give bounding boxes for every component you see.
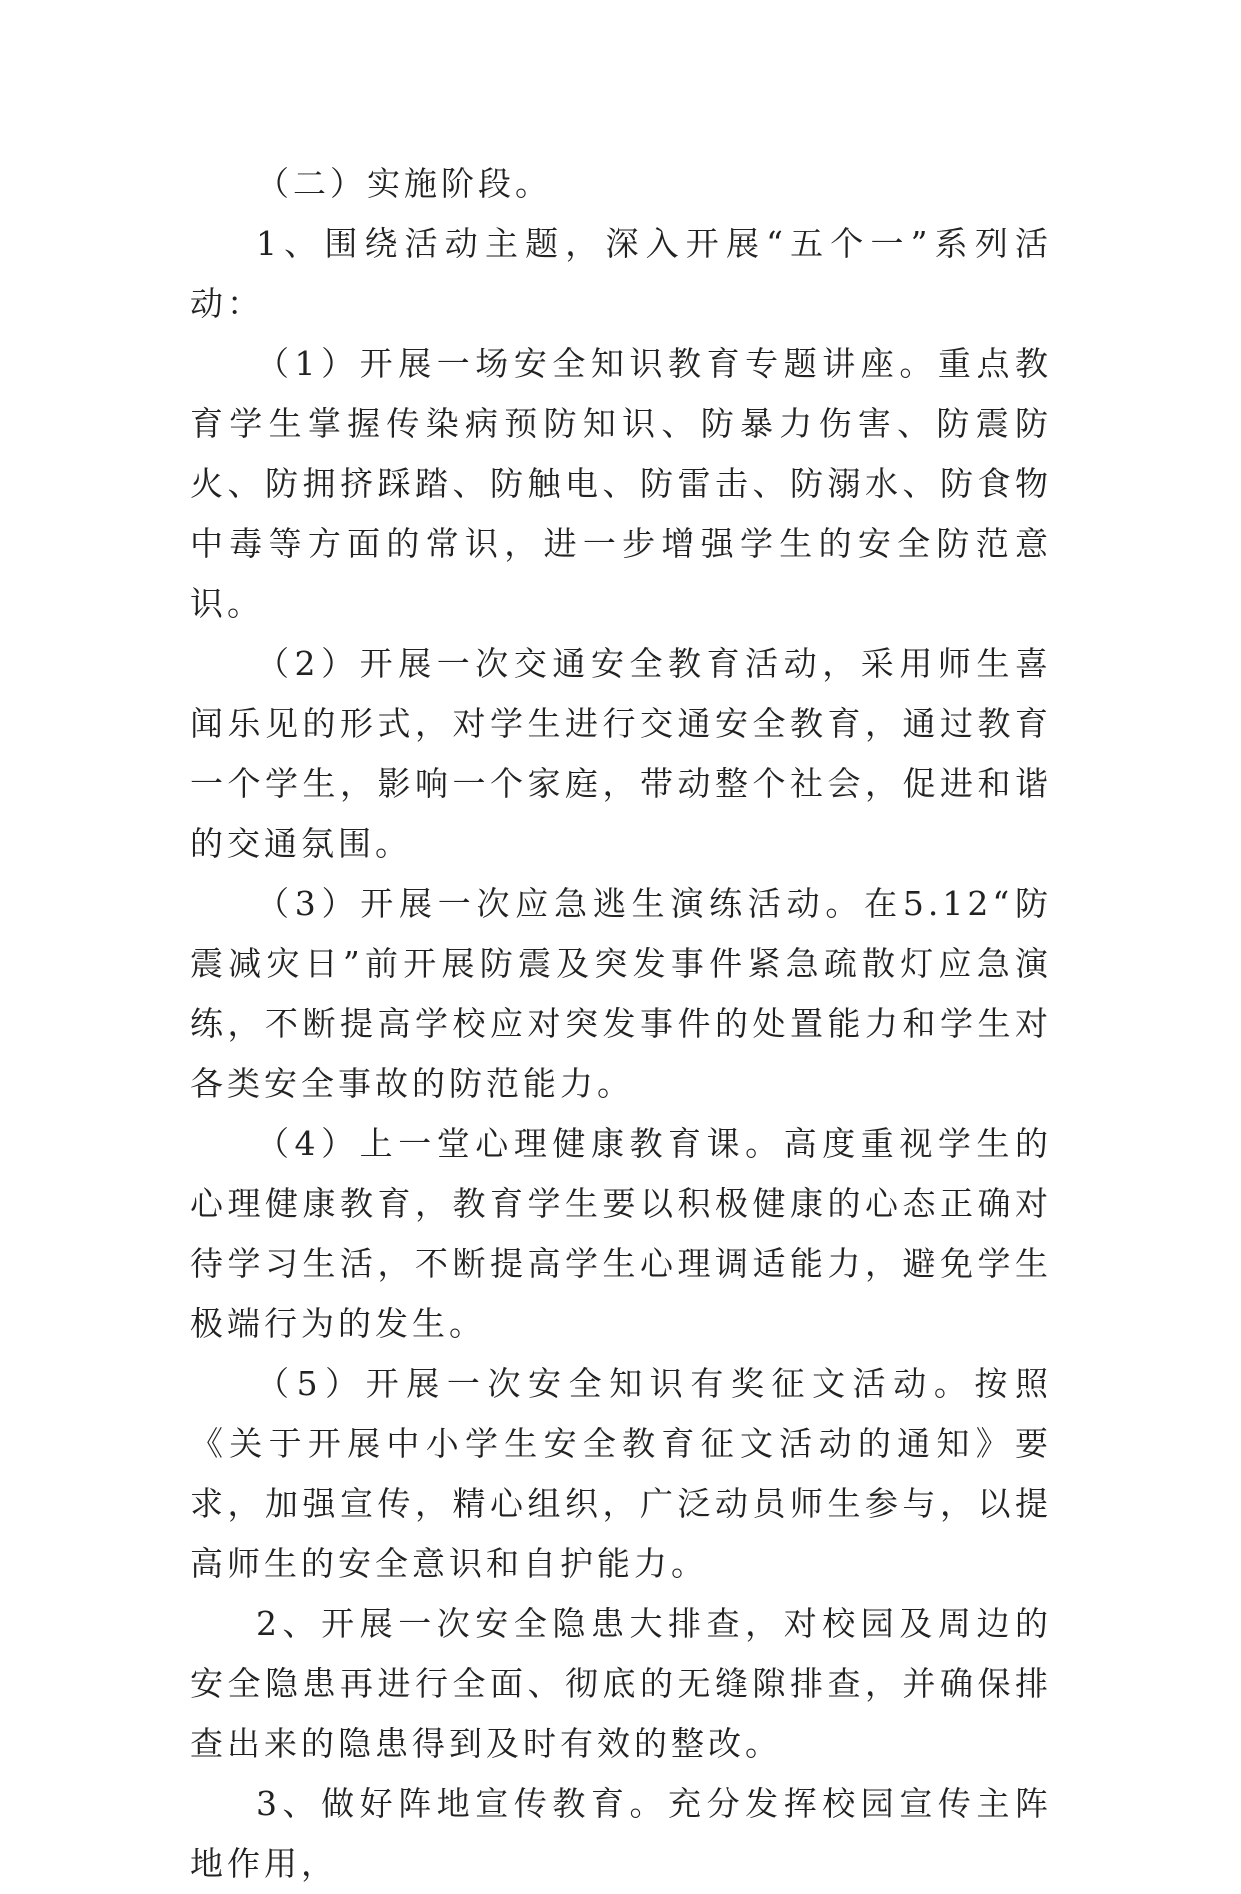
section-heading: （二）实施阶段。	[256, 164, 552, 203]
document-body	[190, 154, 1052, 1894]
paragraph-publicity: 3、做好阵地宣传教育。充分发挥校园宣传主阵地作用，	[190, 1784, 1052, 1883]
paragraph-item-1: （1）开展一场安全知识教育专题讲座。重点教育学生掌握传染病预防知识、防暴力伤害、防震防火、防拥挤踩踏、防触电、防雷击、防溺水、防食物中毒等方面的常识，进一步增强学生的安全防范意识。	[190, 344, 1052, 623]
paragraph-item-4: （4）上一堂心理健康教育课。高度重视学生的心理健康教育，教育学生要以积极健康的心态正确对待学习生活，不断提高学生心理调适能力，避免学生极端行为的发生。	[190, 1124, 1052, 1343]
paragraph-item-3: （3）开展一次应急逃生演练活动。在5.12“防震减灾日”前开展防震及突发事件紧急疏散灯应急演练，不断提高学校应对突发事件的处置能力和学生对各类安全事故的防范能力。	[190, 884, 1052, 1103]
paragraph-item-5: （5）开展一次安全知识有奖征文活动。按照《关于开展中小学生安全教育征文活动的通知》要求，加强宣传，精心组织，广泛动员师生参与，以提高师生的安全意识和自护能力。	[190, 1364, 1052, 1583]
paragraph-item-2: （2）开展一次交通安全教育活动，采用师生喜闻乐见的形式，对学生进行交通安全教育，通过教育一个学生，影响一个家庭，带动整个社会，促进和谐的交通氛围。	[190, 644, 1052, 863]
paragraph-activity-theme: 1、围绕活动主题，深入开展“五个一”系列活动：	[190, 224, 1052, 323]
paragraph-hazard-inspection: 2、开展一次安全隐患大排查，对校园及周边的安全隐患再进行全面、彻底的无缝隙排查，并确保排查出来的隐患得到及时有效的整改。	[190, 1604, 1052, 1763]
